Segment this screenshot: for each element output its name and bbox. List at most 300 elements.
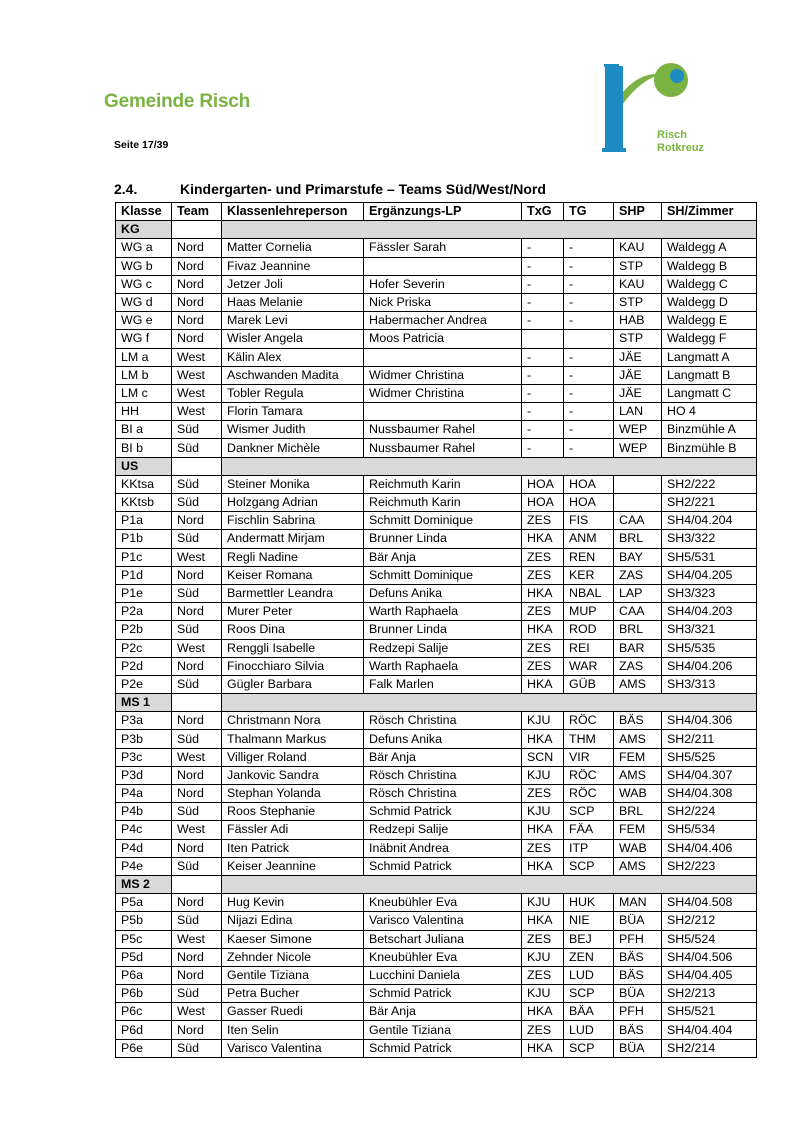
group-spacer-cell (172, 875, 222, 893)
table-cell: BÜA (614, 985, 662, 1003)
table-cell: HO 4 (662, 403, 757, 421)
table-cell: STP (614, 293, 662, 311)
table-body (116, 221, 757, 1058)
table-cell: ZES (522, 785, 564, 803)
table-cell: Betschart Juliana (364, 930, 522, 948)
table-cell: LUD (564, 966, 614, 984)
table-cell: Langmatt A (662, 348, 757, 366)
table-cell: NIE (564, 912, 614, 930)
table-cell: SH4/04.406 (662, 839, 757, 857)
table-cell: P6a (116, 966, 172, 984)
table-cell: Varisco Valentina (222, 1039, 364, 1057)
group-fill-cell (222, 694, 757, 712)
table-cell: Warth Raphaela (364, 657, 522, 675)
table-cell: Nord (172, 1021, 222, 1039)
table-cell: AMS (614, 857, 662, 875)
table-cell: P4e (116, 857, 172, 875)
table-row (116, 584, 757, 602)
table-cell: Kneubühler Eva (364, 894, 522, 912)
table-cell: Nord (172, 312, 222, 330)
table-cell: Andermatt Mirjam (222, 530, 364, 548)
table-cell: BÄS (614, 1021, 662, 1039)
table-cell: LM a (116, 348, 172, 366)
table-cell: Nord (172, 839, 222, 857)
table-cell: P2e (116, 675, 172, 693)
table-row (116, 857, 757, 875)
table-cell: KAU (614, 275, 662, 293)
group-fill-cell (222, 875, 757, 893)
table-cell: SH3/322 (662, 530, 757, 548)
table-cell: West (172, 1003, 222, 1021)
table-row (116, 930, 757, 948)
group-header-row (116, 457, 757, 475)
table-cell: Warth Raphaela (364, 603, 522, 621)
table-cell: Gentile Tiziana (364, 1021, 522, 1039)
table-cell: BÄS (614, 966, 662, 984)
table-cell: P2a (116, 603, 172, 621)
table-cell: Gasser Ruedi (222, 1003, 364, 1021)
table-cell: West (172, 366, 222, 384)
table-cell: Iten Selin (222, 1021, 364, 1039)
table-cell: BEJ (564, 930, 614, 948)
table-cell: Süd (172, 1039, 222, 1057)
table-cell: SCP (564, 803, 614, 821)
table-row (116, 1021, 757, 1039)
table-cell: - (522, 312, 564, 330)
table-cell: BÄS (614, 712, 662, 730)
table-cell: Barmettler Leandra (222, 584, 364, 602)
table-cell: P2b (116, 621, 172, 639)
table-cell: - (564, 403, 614, 421)
table-cell: Bär Anja (364, 748, 522, 766)
table-cell: Florin Tamara (222, 403, 364, 421)
table-cell: RÖC (564, 785, 614, 803)
table-cell: Regli Nadine (222, 548, 364, 566)
table-cell: HOA (522, 494, 564, 512)
table-cell: SH3/321 (662, 621, 757, 639)
table-cell: Schmitt Dominique (364, 566, 522, 584)
table-cell: SH5/524 (662, 930, 757, 948)
table-cell: ZES (522, 512, 564, 530)
table-cell: Nord (172, 948, 222, 966)
table-cell: HKA (522, 1039, 564, 1057)
table-cell: - (564, 239, 614, 257)
table-cell: BRL (614, 621, 662, 639)
table-cell: Widmer Christina (364, 366, 522, 384)
table-row (116, 748, 757, 766)
table-cell: Nick Priska (364, 293, 522, 311)
table-cell: West (172, 403, 222, 421)
table-cell: Kaeser Simone (222, 930, 364, 948)
table-cell: Binzmühle B (662, 439, 757, 457)
table-row (116, 730, 757, 748)
table-cell: ZES (522, 839, 564, 857)
table-row (116, 566, 757, 584)
table-cell: HH (116, 403, 172, 421)
table-cell: Schmitt Dominique (364, 512, 522, 530)
table-cell: SH4/04.405 (662, 966, 757, 984)
table-cell: - (522, 366, 564, 384)
group-spacer-cell (172, 694, 222, 712)
table-cell: P4a (116, 785, 172, 803)
table-cell: Defuns Anika (364, 730, 522, 748)
table-cell: P3d (116, 766, 172, 784)
table-cell: Langmatt B (662, 366, 757, 384)
table-cell: WAB (614, 839, 662, 857)
table-cell: ZES (522, 966, 564, 984)
table-cell: SH5/525 (662, 748, 757, 766)
table-row (116, 548, 757, 566)
table-cell: - (522, 275, 564, 293)
table-cell: Schmid Patrick (364, 1039, 522, 1057)
table-cell: HKA (522, 530, 564, 548)
section-number: 2.4. (114, 181, 138, 197)
table-cell: - (564, 384, 614, 402)
table-cell: Nord (172, 657, 222, 675)
table-row (116, 293, 757, 311)
table-cell: - (522, 384, 564, 402)
table-cell: WG a (116, 239, 172, 257)
header-cell: SH/Zimmer (662, 203, 757, 221)
table-cell: SH2/212 (662, 912, 757, 930)
table-cell: Schmid Patrick (364, 857, 522, 875)
table-cell: LM c (116, 384, 172, 402)
table-row (116, 475, 757, 493)
table-cell: P2c (116, 639, 172, 657)
table-cell: Reichmuth Karin (364, 494, 522, 512)
table-cell: LAN (614, 403, 662, 421)
table-cell: Gentile Tiziana (222, 966, 364, 984)
table-cell (364, 403, 522, 421)
table-row (116, 785, 757, 803)
table-row (116, 275, 757, 293)
table-cell: HKA (522, 584, 564, 602)
table-row (116, 403, 757, 421)
table-cell: Waldegg A (662, 239, 757, 257)
table-cell: ZES (522, 930, 564, 948)
table-cell: HAB (614, 312, 662, 330)
table-cell: P5a (116, 894, 172, 912)
table-cell: STP (614, 330, 662, 348)
table-cell: Haas Melanie (222, 293, 364, 311)
table-cell: West (172, 639, 222, 657)
table-cell: SH3/323 (662, 584, 757, 602)
table-cell: SH4/04.506 (662, 948, 757, 966)
table-cell: KJU (522, 894, 564, 912)
table-cell: Rösch Christina (364, 766, 522, 784)
table-cell: HUK (564, 894, 614, 912)
table-cell: Langmatt C (662, 384, 757, 402)
table-cell: P4d (116, 839, 172, 857)
table-cell: - (564, 366, 614, 384)
section-title: Kindergarten- und Primarstufe – Teams Süd/West/Nord (180, 181, 546, 197)
table-cell: LM b (116, 366, 172, 384)
group-label: US (116, 457, 172, 475)
table-cell: P3c (116, 748, 172, 766)
table-cell (614, 494, 662, 512)
table-row (116, 330, 757, 348)
table-cell: RÖC (564, 766, 614, 784)
table-cell: ANM (564, 530, 614, 548)
table-cell: Habermacher Andrea (364, 312, 522, 330)
table-cell: FEM (614, 821, 662, 839)
table-cell: Süd (172, 621, 222, 639)
table-cell: Fässler Adi (222, 821, 364, 839)
table-cell: REI (564, 639, 614, 657)
table-cell: Schmid Patrick (364, 803, 522, 821)
table-cell: KKtsa (116, 475, 172, 493)
table-cell: SH4/04.404 (662, 1021, 757, 1039)
table-cell: Falk Marlen (364, 675, 522, 693)
organization-name: Gemeinde Risch (104, 91, 251, 112)
table-row (116, 257, 757, 275)
table-cell: KAU (614, 239, 662, 257)
header-cell: Klasse (116, 203, 172, 221)
table-cell: Varisco Valentina (364, 912, 522, 930)
table-cell: HKA (522, 621, 564, 639)
table-cell: Steiner Monika (222, 475, 364, 493)
table-cell: Nord (172, 785, 222, 803)
table-row (116, 839, 757, 857)
table-cell: Murer Peter (222, 603, 364, 621)
table-cell: SH4/04.203 (662, 603, 757, 621)
table-cell: Redzepi Salije (364, 821, 522, 839)
table-cell: Süd (172, 803, 222, 821)
table-cell: BRL (614, 803, 662, 821)
table-cell: SCN (522, 748, 564, 766)
table-cell: BRL (614, 530, 662, 548)
table-cell: - (522, 293, 564, 311)
table-cell: Süd (172, 439, 222, 457)
table-cell: SH3/313 (662, 675, 757, 693)
table-cell: WG c (116, 275, 172, 293)
table-cell: ZAS (614, 566, 662, 584)
table-cell: Nord (172, 566, 222, 584)
table-cell: SH2/213 (662, 985, 757, 1003)
table-cell: P1b (116, 530, 172, 548)
table-cell (564, 330, 614, 348)
table-cell: Lucchini Daniela (364, 966, 522, 984)
table-row (116, 966, 757, 984)
table-cell: Defuns Anika (364, 584, 522, 602)
table-cell: WG b (116, 257, 172, 275)
header-cell: SHP (614, 203, 662, 221)
table-cell: Petra Bucher (222, 985, 364, 1003)
table-cell: JÄE (614, 348, 662, 366)
table-cell: AMS (614, 675, 662, 693)
table-cell: KJU (522, 712, 564, 730)
table-cell: BÄS (614, 948, 662, 966)
table-cell: LAP (614, 584, 662, 602)
table-row (116, 821, 757, 839)
table-cell: SH4/04.508 (662, 894, 757, 912)
table-cell: REN (564, 548, 614, 566)
group-header-row (116, 694, 757, 712)
table-cell: - (522, 257, 564, 275)
table-cell: P1c (116, 548, 172, 566)
table-row (116, 421, 757, 439)
table-cell: Aschwanden Madita (222, 366, 364, 384)
group-spacer-cell (172, 221, 222, 239)
table-cell: West (172, 548, 222, 566)
table-row (116, 621, 757, 639)
table-cell: AMS (614, 766, 662, 784)
table-row (116, 603, 757, 621)
table-cell: MUP (564, 603, 614, 621)
table-row (116, 1039, 757, 1057)
table-row (116, 766, 757, 784)
table-cell: BI a (116, 421, 172, 439)
table-row (116, 985, 757, 1003)
table-cell: Zehnder Nicole (222, 948, 364, 966)
table-cell: ZES (522, 1021, 564, 1039)
table-cell: Nussbaumer Rahel (364, 421, 522, 439)
table-cell: - (564, 293, 614, 311)
table-cell: NBAL (564, 584, 614, 602)
table-cell: P3b (116, 730, 172, 748)
table-cell: West (172, 348, 222, 366)
table-cell: WG f (116, 330, 172, 348)
table-cell: West (172, 930, 222, 948)
table-cell: VIR (564, 748, 614, 766)
table-cell: SH2/221 (662, 494, 757, 512)
table-cell: WG e (116, 312, 172, 330)
group-fill-cell (222, 221, 757, 239)
group-header-row (116, 875, 757, 893)
table-row (116, 912, 757, 930)
table-cell: - (522, 421, 564, 439)
table-header-row (116, 203, 757, 221)
table-cell: Süd (172, 494, 222, 512)
table-cell: ZES (522, 548, 564, 566)
table-cell: HKA (522, 1003, 564, 1021)
table-cell: Nord (172, 966, 222, 984)
table-cell: LUD (564, 1021, 614, 1039)
table-cell: P5c (116, 930, 172, 948)
table-cell: HKA (522, 730, 564, 748)
table-cell: WAR (564, 657, 614, 675)
table-cell: Widmer Christina (364, 384, 522, 402)
table-cell: SH4/04.308 (662, 785, 757, 803)
table-row (116, 894, 757, 912)
table-cell: Waldegg E (662, 312, 757, 330)
table-cell: SH2/224 (662, 803, 757, 821)
table-row (116, 239, 757, 257)
table-cell: FÄA (564, 821, 614, 839)
table-cell: P6e (116, 1039, 172, 1057)
table-cell: BÜA (614, 1039, 662, 1057)
table-cell: HKA (522, 675, 564, 693)
table-cell: Reichmuth Karin (364, 475, 522, 493)
table-cell: Jetzer Joli (222, 275, 364, 293)
table-cell: ROD (564, 621, 614, 639)
table-cell: HOA (564, 475, 614, 493)
logo-wordmark (657, 129, 704, 155)
table-cell: - (522, 348, 564, 366)
table-cell: SH2/211 (662, 730, 757, 748)
table-cell: Matter Cornelia (222, 239, 364, 257)
table-cell: Thalmann Markus (222, 730, 364, 748)
table-cell: Bär Anja (364, 1003, 522, 1021)
table-cell: Moos Patricia (364, 330, 522, 348)
table-cell: - (522, 239, 564, 257)
table-cell: ITP (564, 839, 614, 857)
table-cell: Inäbnit Andrea (364, 839, 522, 857)
table-cell: Keiser Jeannine (222, 857, 364, 875)
table-cell (364, 257, 522, 275)
table-cell: Jankovic Sandra (222, 766, 364, 784)
table-cell: Schmid Patrick (364, 985, 522, 1003)
table-cell: GÜB (564, 675, 614, 693)
table-cell: Waldegg B (662, 257, 757, 275)
table-cell: Kneubühler Eva (364, 948, 522, 966)
table-cell: HKA (522, 912, 564, 930)
table-cell: SH5/535 (662, 639, 757, 657)
table-cell: Süd (172, 912, 222, 930)
table-cell: BÄA (564, 1003, 614, 1021)
table-cell: BI b (116, 439, 172, 457)
table-cell: Süd (172, 675, 222, 693)
table-cell: Süd (172, 530, 222, 548)
table-cell: Brunner Linda (364, 621, 522, 639)
table-cell: HOA (564, 494, 614, 512)
table-cell: P1d (116, 566, 172, 584)
table-row (116, 366, 757, 384)
table-cell: Iten Patrick (222, 839, 364, 857)
table-cell: Roos Dina (222, 621, 364, 639)
table-row (116, 1003, 757, 1021)
table-cell: P6d (116, 1021, 172, 1039)
table-cell: West (172, 384, 222, 402)
table-cell: Nord (172, 512, 222, 530)
table-row (116, 803, 757, 821)
table-cell: Süd (172, 985, 222, 1003)
table-cell: SCP (564, 985, 614, 1003)
table-row (116, 512, 757, 530)
table-cell: SH4/04.307 (662, 766, 757, 784)
table-cell: Holzgang Adrian (222, 494, 364, 512)
table-cell: P4c (116, 821, 172, 839)
table-cell: SH5/521 (662, 1003, 757, 1021)
table-cell: PFH (614, 1003, 662, 1021)
table-cell: - (564, 348, 614, 366)
table-cell: AMS (614, 730, 662, 748)
table-cell: - (564, 421, 614, 439)
table-cell: P1e (116, 584, 172, 602)
table-cell: Nord (172, 766, 222, 784)
header-cell: Ergänzungs-LP (364, 203, 522, 221)
table-cell: Nijazi Edina (222, 912, 364, 930)
page-number: Seite 17/39 (114, 139, 169, 151)
group-label: MS 2 (116, 875, 172, 893)
table-cell: KER (564, 566, 614, 584)
table-cell: JÄE (614, 366, 662, 384)
table-cell: Keiser Romana (222, 566, 364, 584)
table-row (116, 312, 757, 330)
table-cell: THM (564, 730, 614, 748)
table-cell (614, 475, 662, 493)
table-cell: KJU (522, 985, 564, 1003)
table-row (116, 948, 757, 966)
group-label: MS 1 (116, 694, 172, 712)
table-cell: P6b (116, 985, 172, 1003)
table-cell: Bär Anja (364, 548, 522, 566)
table-row (116, 384, 757, 402)
table-row (116, 712, 757, 730)
table-cell: BAY (614, 548, 662, 566)
table-cell: SH4/04.204 (662, 512, 757, 530)
table-cell: ZEN (564, 948, 614, 966)
